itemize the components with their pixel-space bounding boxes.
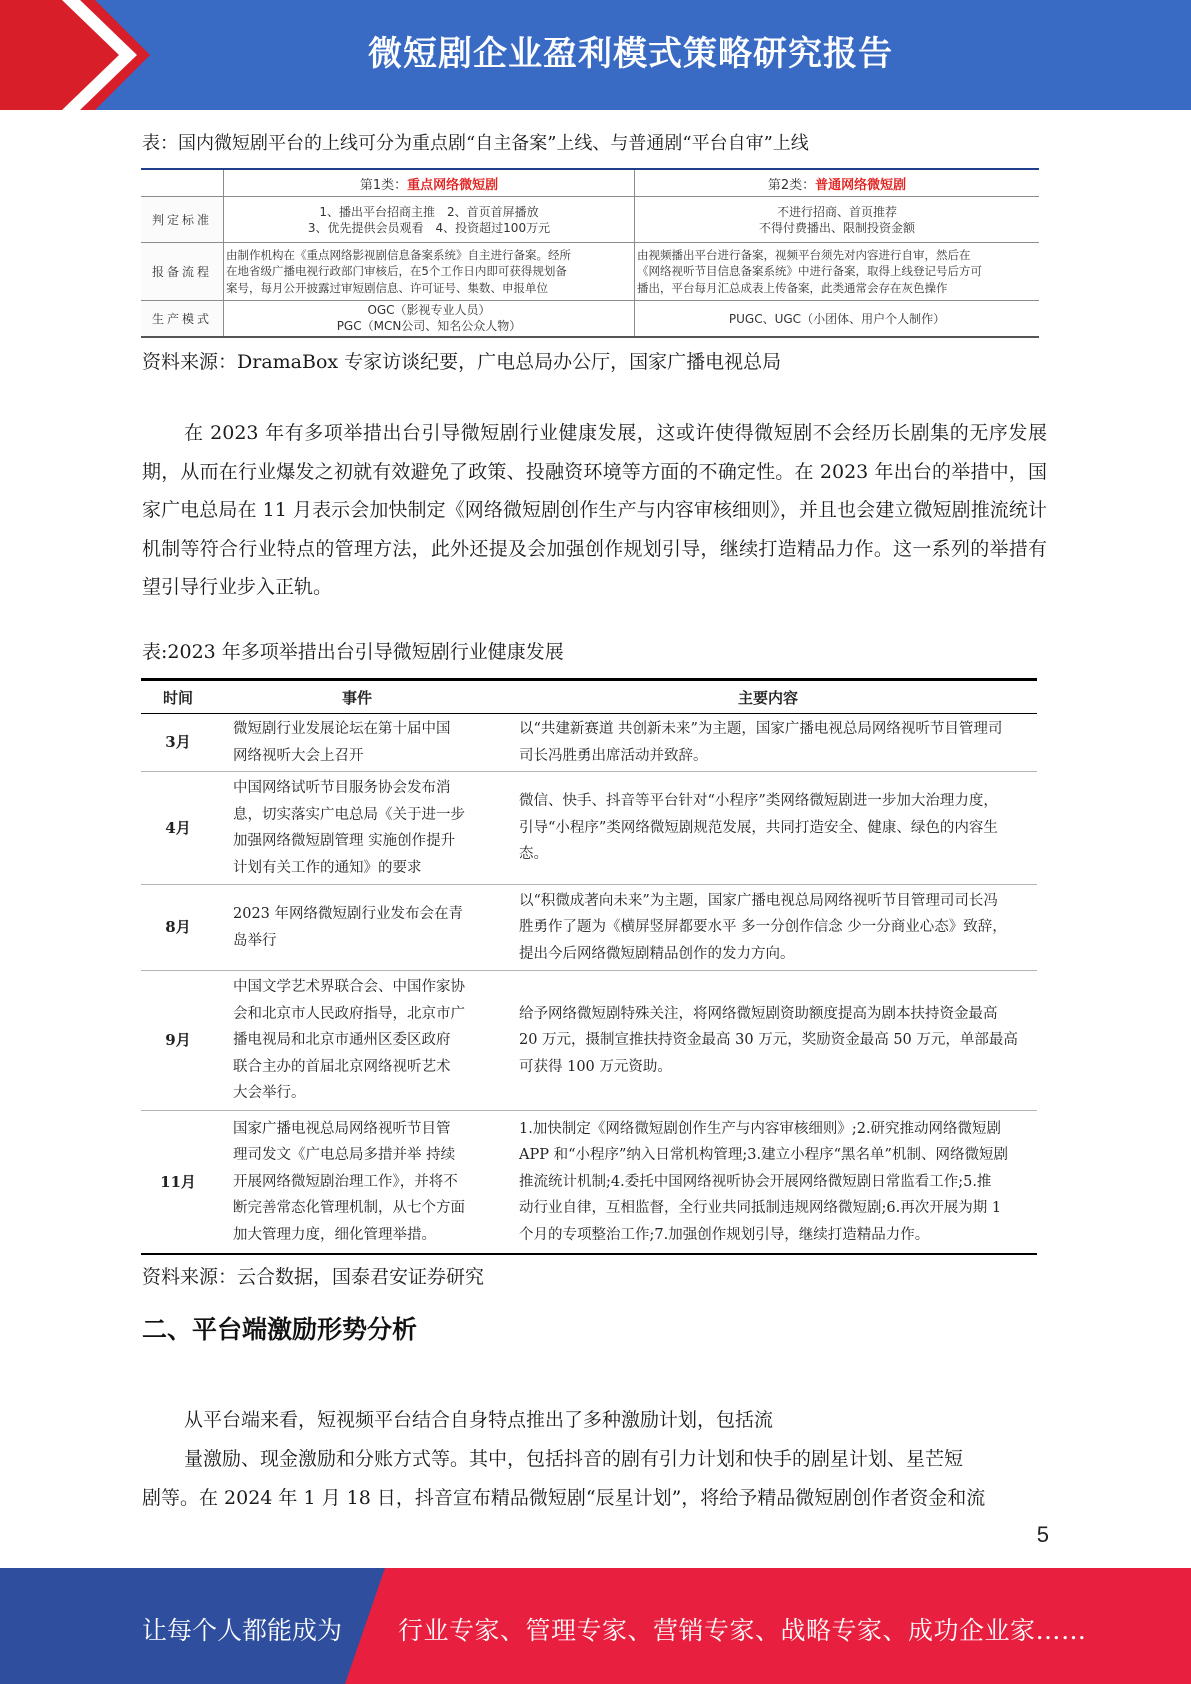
policy-measures-table <box>141 678 1037 1255</box>
table-cell: OGC（影视专业人员） PGC（MCN公司、知名公众人物） <box>224 301 635 337</box>
page-header <box>0 0 1191 110</box>
month-cell: 9月 <box>141 971 215 1111</box>
event-cell: 中国网络试听节目服务协会发布消 息，切实落实广电总局《关于进一步 加强网络微短剧管理 实施创作提升 计划有关工作的通知》的要求 <box>215 772 499 885</box>
table-row <box>141 772 1037 885</box>
content-cell: 以“积微成著向未来”为主题，国家广播电视总局网络视听节目管理司司长冯 胜勇作了题为《横屏竖屏都要水平 多一分创作信念 少一分商业心态》致辞， 提出今后网络微短剧精品创作的发力方向。 <box>499 885 1037 971</box>
content-cell: 微信、快手、抖音等平台针对“小程序”类网络微短剧进一步加大治理力度， 引导“小程序”类网络微短剧规范发展，共同打造安全、健康、绿色的内容生 态。 <box>499 772 1037 885</box>
table-row <box>141 243 1039 301</box>
table2-source: 资料来源：云合数据，国泰君安证券研究 <box>142 1266 485 1288</box>
col-header-event: 事件 <box>215 680 499 714</box>
table1-col1-header: 第1类：重点网络微短剧 <box>224 169 635 197</box>
event-cell: 国家广播电视总局网络视听节目管 理司发文《广电总局多措并举 持续 开展网络微短剧治理工作》，并将不 断完善常态化管理机制，从七个方面 加大管理力度，细化管理举措。 <box>215 1111 499 1254</box>
footer-slogan-right: 行业专家、管理专家、营销专家、战略专家、成功企业家…… <box>398 1616 1087 1645</box>
col-header-time: 时间 <box>141 680 215 714</box>
table-cell: 1、播出平台招商主推 2、首页首屏播放 3、优先提供会员观看 4、投资超过100万元 <box>224 197 635 243</box>
body-line: 从平台端来看，短视频平台结合自身特点推出了多种激励计划，包括流 <box>184 1409 774 1431</box>
table-row <box>141 971 1037 1111</box>
content-cell: 1.加快制定《网络微短剧创作生产与内容审核细则》;2.研究推动网络微短剧 APP 和“小程序”纳入日常机构管理;3.建立小程序“黑名单”机制、网络微短剧 推流统计机制;4.委托中国网络视听协会开展网络微短剧日常监看工作;5.推 动行业自律，互相监督，全行业共同抵制违规网络微短剧;6.再次开展为期 1 个月的专项整治工作;7.加强创作规划引导，继续打造精品力作。 <box>499 1111 1037 1254</box>
row-label: 判定标准 <box>141 197 224 243</box>
report-title: 微短剧企业盈利模式策略研究报告 <box>368 34 893 74</box>
section-heading: 二、平台端激励形势分析 <box>142 1315 418 1344</box>
page-footer <box>0 1568 1191 1684</box>
event-cell: 中国文学艺术界联合会、中国作家协 会和北京市人民政府指导，北京市广 播电视局和北京市通州区委区政府 联合主办的首届北京网络视听艺术 大会举行。 <box>215 971 499 1111</box>
content-cell: 以“共建新赛道 共创新未来”为主题，国家广播电视总局网络视听节目管理司 司长冯胜勇出席活动并致辞。 <box>499 714 1037 772</box>
table-cell: 不进行招商、首页推荐 不得付费播出、限制投资金额 <box>635 197 1040 243</box>
row-label: 生产模式 <box>141 301 224 337</box>
page-number: 5 <box>1036 1522 1049 1547</box>
table-row <box>141 885 1037 971</box>
header-arrow-decoration <box>0 0 170 110</box>
body-paragraph: 在 2023 年有多项举措出台引导微短剧行业健康发展，这或许使得微短剧不会经历长剧集的无序发展期，从而在行业爆发之初就有效避免了政策、投融资环境等方面的不确定性。在 2023 年出台的举措中，国家广电总局在 11 月表示会加快制定《网络微短剧创作生产与内容审核细则》，并且也会建立微短剧推流统计机制等符合行业特点的管理方法，此外还提及会加强创作规划引导，继续打造精品力作。这一系列的举措有望引导行业步入正轨。 <box>142 422 1047 598</box>
body-line: 剧等。在 2024 年 1 月 18 日，抖音宣布精品微短剧“辰星计划”，将给予精品微短剧创作者资金和流 <box>142 1487 986 1509</box>
table-row <box>141 301 1039 337</box>
col-header-content: 主要内容 <box>499 680 1037 714</box>
footer-slogan-left: 让每个人都能成为 <box>142 1616 343 1645</box>
content-cell: 给予网络微短剧特殊关注，将网络微短剧资助额度提高为剧本扶持资金最高 20 万元，摄制宣推扶持资金最高 30 万元，奖励资金最高 50 万元，单部最高 可获得 100 万元资助。 <box>499 971 1037 1111</box>
body-line: 量激励、现金激励和分账方式等。其中，包括抖音的剧有引力计划和快手的剧星计划、星芒短 <box>184 1448 964 1470</box>
table1-col2-header: 第2类：普通网络微短剧 <box>635 169 1040 197</box>
month-cell: 4月 <box>141 772 215 885</box>
month-cell: 8月 <box>141 885 215 971</box>
table-row <box>141 197 1039 243</box>
table2-caption: 表:2023 年多项举措出台引导微短剧行业健康发展 <box>142 641 564 663</box>
table-cell: 由制作机构在《重点网络影视剧信息备案系统》自主进行备案。经所 在地省级广播电视行政部门审核后，在5个工作日内即可获得规划备 案号，每月公开披露过审短剧信息、许可证号、集数、申报单位 <box>224 243 635 301</box>
table-row <box>141 1111 1037 1254</box>
table-row <box>141 714 1037 772</box>
row-label: 报备流程 <box>141 243 224 301</box>
platform-launch-table <box>141 168 1039 338</box>
month-cell: 3月 <box>141 714 215 772</box>
table1-caption: 表：国内微短剧平台的上线可分为重点剧“自主备案”上线、与普通剧“平台自审”上线 <box>142 133 809 154</box>
event-cell: 2023 年网络微短剧行业发布会在青 岛举行 <box>215 885 499 971</box>
table1-source: 资料来源：DramaBox 专家访谈纪要，广电总局办公厅，国家广播电视总局 <box>142 351 782 373</box>
table-cell: 由视频播出平台进行备案，视频平台须先对内容进行自审，然后在 《网络视听节目信息备案系统》中进行备案，取得上线登记号后方可 播出，平台每月汇总成表上传备案，此类通常会存在灰色操作 <box>635 243 1040 301</box>
event-cell: 微短剧行业发展论坛在第十届中国 网络视听大会上召开 <box>215 714 499 772</box>
month-cell: 11月 <box>141 1111 215 1254</box>
table-cell: PUGC、UGC（小团体、用户个人制作） <box>635 301 1040 337</box>
